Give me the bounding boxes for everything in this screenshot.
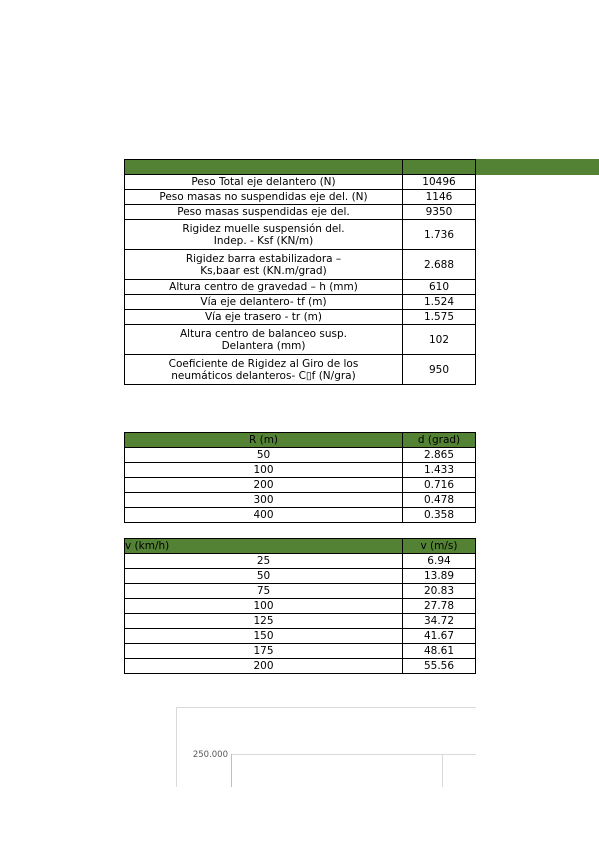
ms-cell: 41.67 [403,629,476,644]
label-line: neumáticos delanteros- C▯f (N/gra) [171,369,356,382]
table-row [125,478,476,493]
kmh-cell: 175 [125,644,403,659]
kmh-cell: 25 [125,554,403,569]
y-tick-label: 250.000 [192,750,228,760]
table-row [125,629,476,644]
param-value: 950 [403,355,476,385]
label-line: Ks,baar est (KN.m/grad) [200,264,327,277]
table-header-row [125,433,476,448]
chart-fragment [176,707,476,787]
param-label [125,355,403,385]
angle-cell: 2.865 [403,448,476,463]
param-label [125,250,403,280]
kmh-cell: 50 [125,569,403,584]
kmh-cell: 125 [125,614,403,629]
angle-cell: 0.358 [403,508,476,523]
param-value: 9350 [403,205,476,220]
param-label: Peso masas no suspendidas eje del. (N) [125,190,403,205]
column-header-angle: d (grad) [403,433,476,448]
kmh-cell: 200 [125,659,403,674]
label-line: Rigidez muelle suspensión del. [182,222,345,235]
column-header-ms: v (m/s) [403,539,476,554]
param-label [125,220,403,250]
param-value: 102 [403,325,476,355]
param-value: 1.736 [403,220,476,250]
table-header-row [125,160,476,175]
table-row [125,220,476,250]
table-row [125,175,476,190]
param-value: 10496 [403,175,476,190]
radius-cell: 400 [125,508,403,523]
radius-cell: 50 [125,448,403,463]
ms-cell: 6.94 [403,554,476,569]
kmh-cell: 100 [125,599,403,614]
table-row [125,205,476,220]
label-line: Delantera (mm) [221,339,306,352]
table-row [125,614,476,629]
vehicle-parameters-table [124,159,476,385]
header-cell [125,160,403,175]
param-value: 1.575 [403,310,476,325]
param-label: Vía eje delantero- tf (m) [125,295,403,310]
ms-cell: 13.89 [403,569,476,584]
table-row [125,325,476,355]
param-value: 1146 [403,190,476,205]
table-row [125,584,476,599]
table-row [125,190,476,205]
radius-cell: 200 [125,478,403,493]
table-row [125,508,476,523]
param-label: Peso Total eje delantero (N) [125,175,403,190]
table-row [125,463,476,478]
ms-cell: 20.83 [403,584,476,599]
param-label: Altura centro de gravedad – h (mm) [125,280,403,295]
param-value: 2.688 [403,250,476,280]
param-value: 610 [403,280,476,295]
table-row [125,569,476,584]
angle-cell: 1.433 [403,463,476,478]
table-row [125,310,476,325]
table-row [125,599,476,614]
table-row [125,280,476,295]
ms-cell: 48.61 [403,644,476,659]
param-label [125,325,403,355]
header-accent-strip [476,159,599,175]
angle-cell: 0.478 [403,493,476,508]
label-line: Indep. - Ksf (KN/m) [213,234,314,247]
param-value: 1.524 [403,295,476,310]
radius-cell: 100 [125,463,403,478]
table-row [125,448,476,463]
table-row [125,250,476,280]
angle-cell: 0.716 [403,478,476,493]
speed-conversion-table [124,538,476,674]
table-row [125,659,476,674]
header-cell [403,160,476,175]
kmh-cell: 150 [125,629,403,644]
column-header-radius: R (m) [125,433,403,448]
table-row [125,554,476,569]
table-header-row [125,539,476,554]
param-label: Peso masas suspendidas eje del. [125,205,403,220]
kmh-cell: 75 [125,584,403,599]
radius-angle-table [124,432,476,523]
table-row [125,295,476,310]
column-header-kmh: v (km/h) [125,539,403,554]
ms-cell: 55.56 [403,659,476,674]
radius-cell: 300 [125,493,403,508]
label-line: Rigidez barra estabilizadora – [185,252,342,265]
table-row [125,644,476,659]
table-row [125,493,476,508]
ms-cell: 27.78 [403,599,476,614]
ms-cell: 34.72 [403,614,476,629]
table-row [125,355,476,385]
label-line: Altura centro de balanceo susp. [180,327,347,340]
label-line: Coeficiente de Rigidez al Giro de los [168,357,359,370]
param-label: Vía eje trasero - tr (m) [125,310,403,325]
